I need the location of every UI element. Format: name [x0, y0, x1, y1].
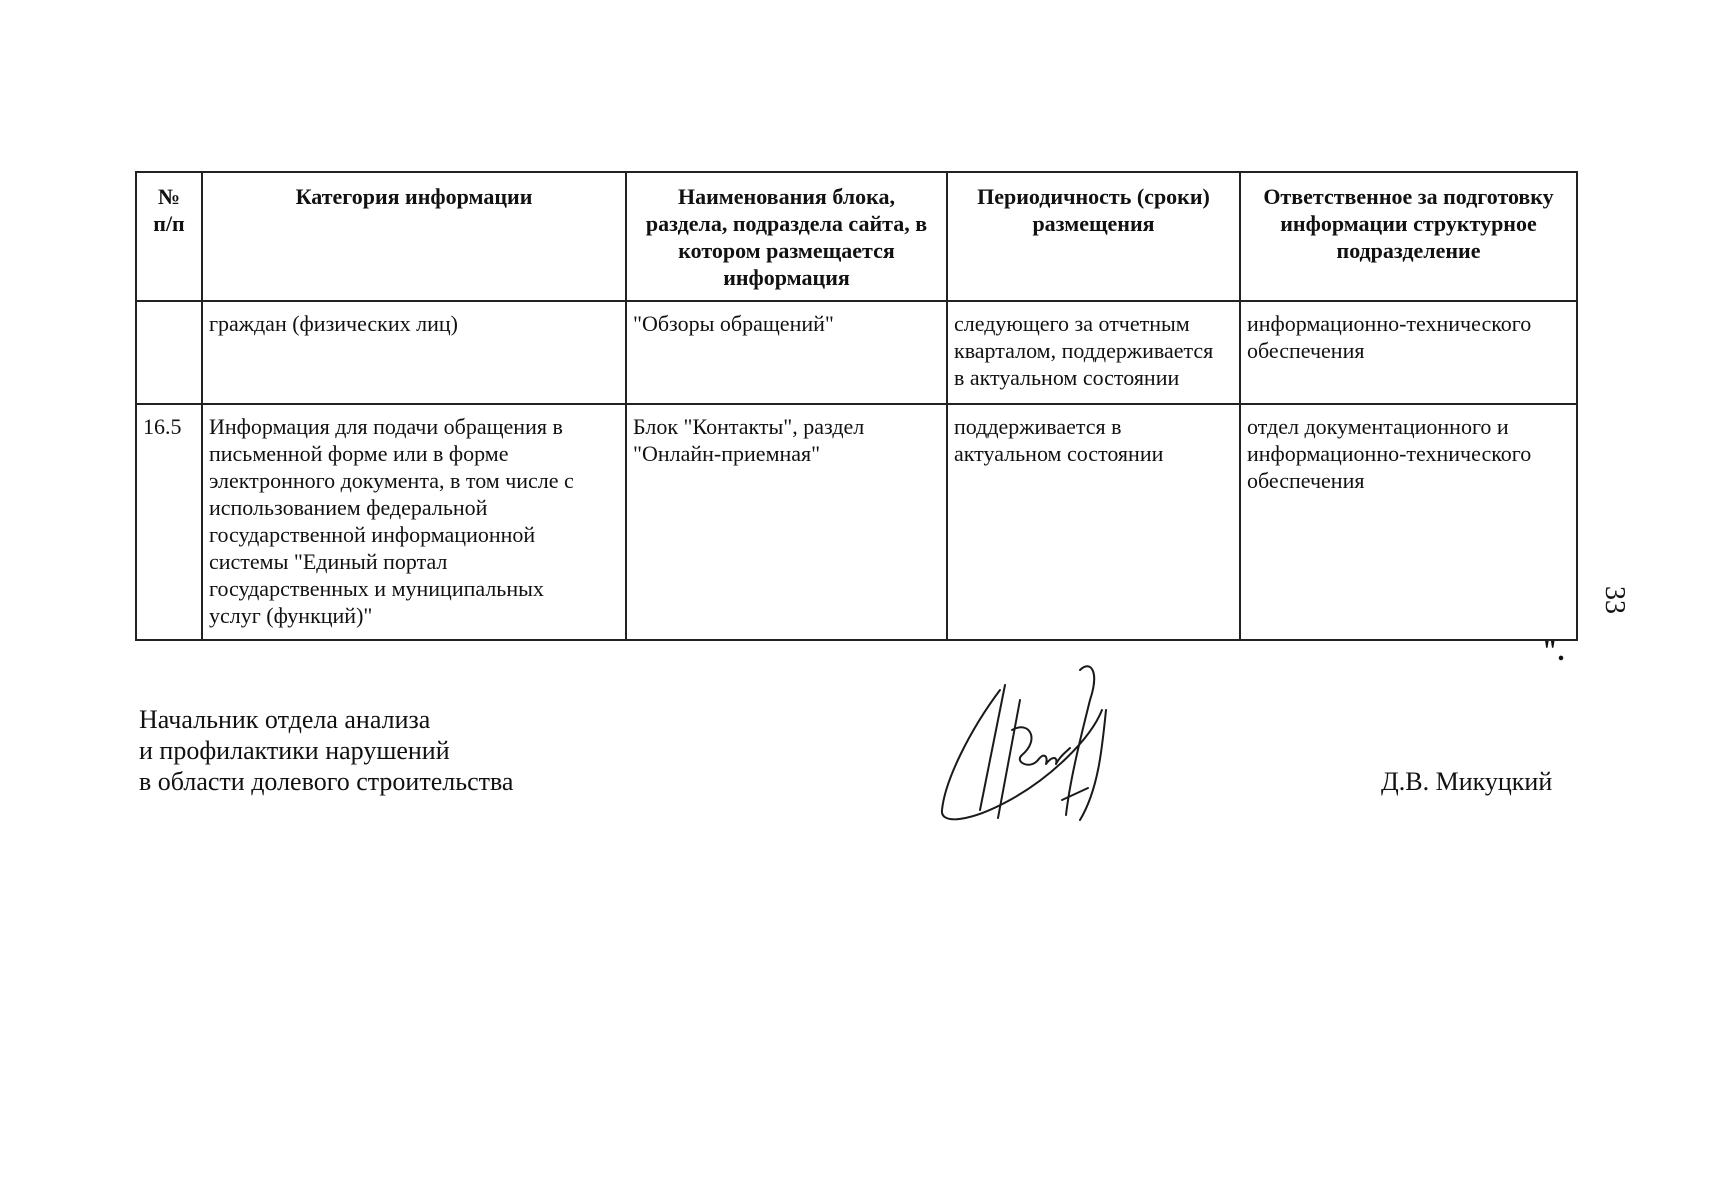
- page-number: 33: [1599, 586, 1630, 614]
- cell-period: поддерживается в актуальном состоянии: [947, 404, 1240, 640]
- table-row: [136, 301, 1577, 404]
- cell-period: следующего за отчетным кварталом, поддерживается в актуальном состоянии: [947, 301, 1240, 404]
- signatory-title: Начальник отдела анализа и профилактики нарушений в области долевого строительства: [139, 705, 514, 796]
- cell-category: Информация для подачи обращения в письменной форме или в форме электронного документа, в том числе с использованием федеральной государственной информационной системы "Единый портал государственных и муниципальных услуг (функций)": [202, 404, 626, 640]
- cell-category: граждан (физических лиц): [202, 301, 626, 404]
- header-number: № п/п: [136, 172, 202, 301]
- closing-quote-mark: ".: [1542, 636, 1565, 667]
- cell-block: "Обзоры обращений": [626, 301, 947, 404]
- header-block: Наименования блока, раздела, подраздела сайта, в котором размещается информация: [626, 172, 947, 301]
- cell-responsible: отдел документационного и информационно-технического обеспечения: [1240, 404, 1577, 640]
- header-period: Периодичность (сроки) размещения: [947, 172, 1240, 301]
- header-responsible: Ответственное за подготовку информации структурное подразделение: [1240, 172, 1577, 301]
- cell-block: Блок "Контакты", раздел "Онлайн-приемная": [626, 404, 947, 640]
- header-category: Категория информации: [202, 172, 626, 301]
- info-table: [135, 171, 1578, 641]
- cell-responsible: информационно-технического обеспечения: [1240, 301, 1577, 404]
- signer-name: Д.В. Микуцкий: [1381, 767, 1553, 796]
- table-row: [136, 404, 1577, 640]
- cell-number: [136, 301, 202, 404]
- handwritten-signature: [930, 660, 1120, 825]
- cell-number: 16.5: [136, 404, 202, 640]
- table-header-row: [136, 172, 1577, 301]
